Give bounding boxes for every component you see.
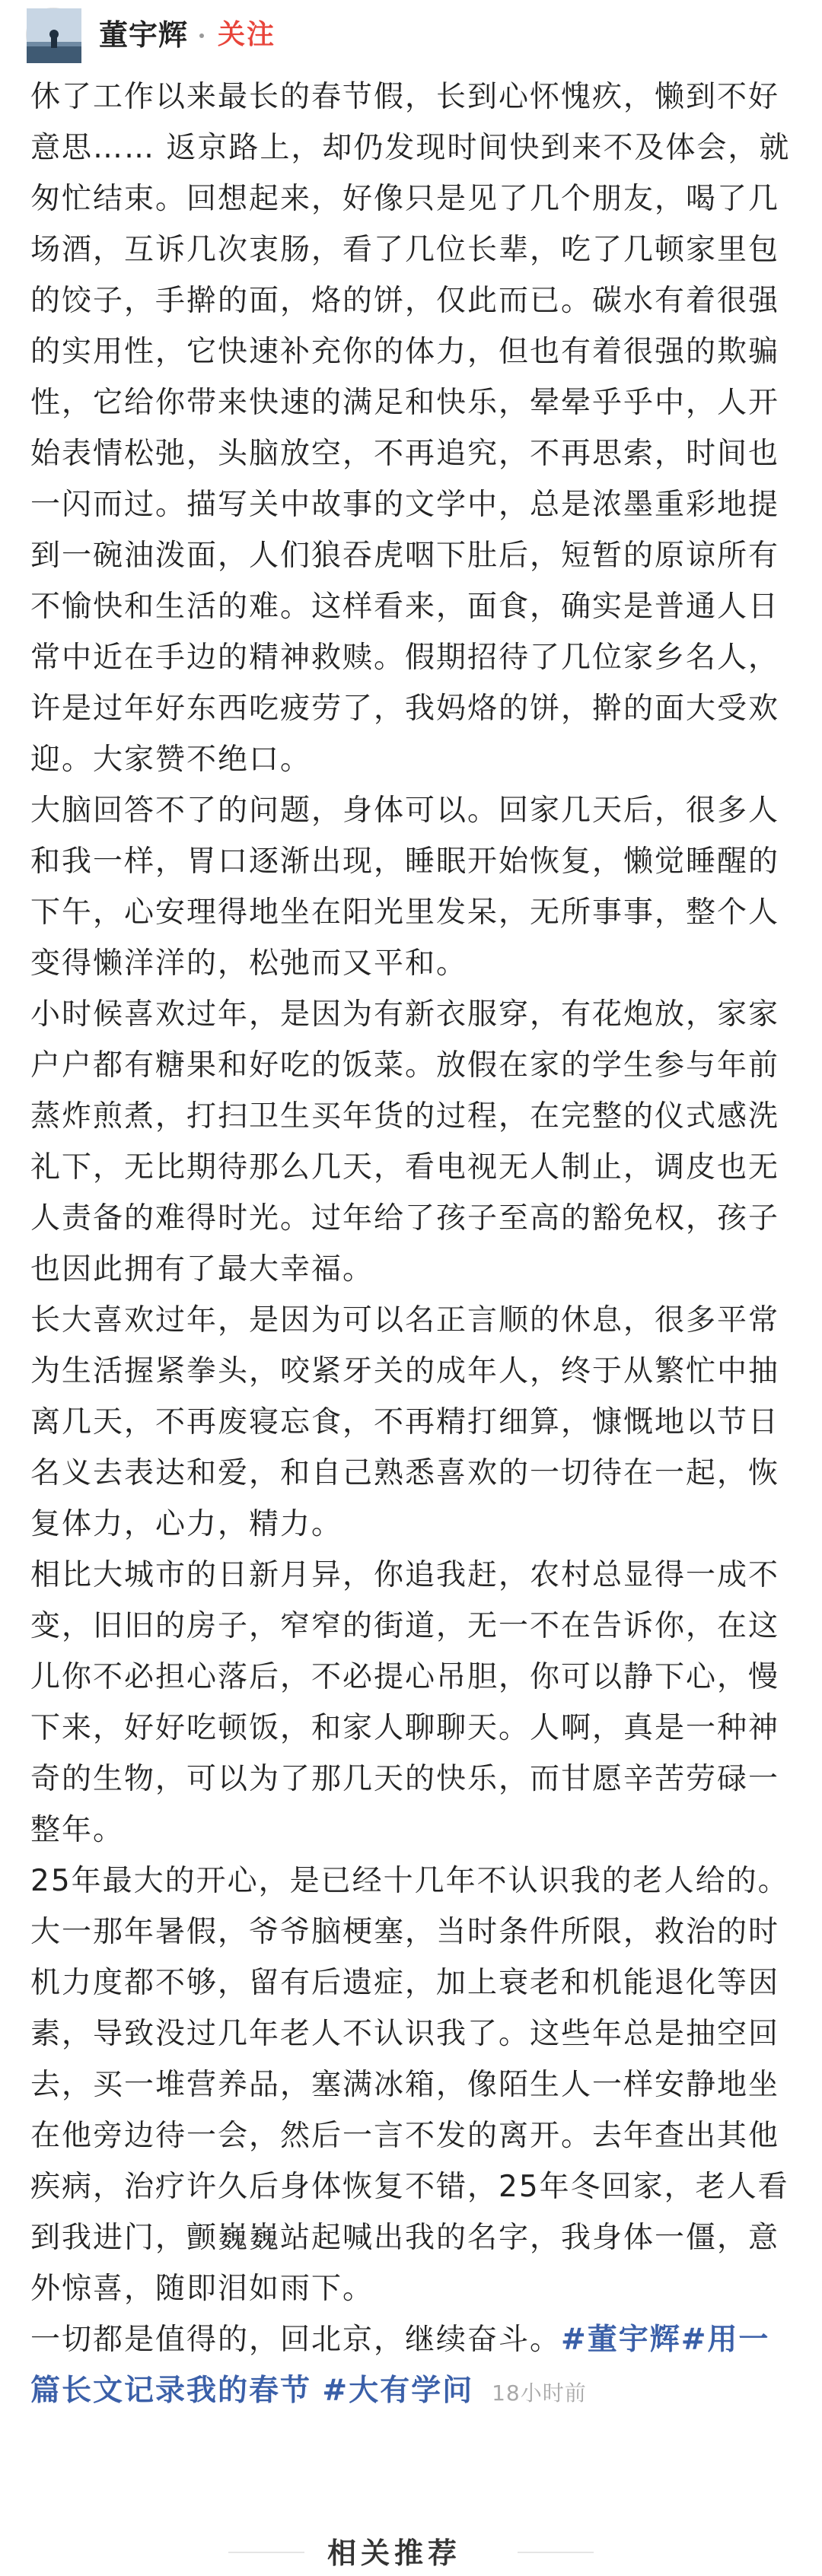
article-paragraph: 25年最大的开心，是已经十几年不认识我的老人给的。大一那年暑假，爷爷脑梗塞，当时条件所限，救治的时机力度都不够，留有后遗症，加上衰老和机能退化等因素，导致没过几年老人不认识我了。这些年总是抽空回去，买一堆营养品，塞满冰箱，像陌生人一样安静地坐在他旁边待一会，然后一言不发的离开。去年查出其他疾病，治疗许久后身体恢复不错，25年冬回家，老人看到我进门，颤巍巍站起喊出我的名字，我身体一僵，意外惊喜，随即泪如雨下。 bbox=[30, 1864, 789, 2306]
article-paragraph: 相比大城市的日新月异，你追我赶，农村总显得一成不变，旧旧的房子，窄窄的街道，无一不在告诉你，在这儿你不必担心落后，不必提心吊胆，你可以静下心，慢下来，好好吃顿饭，和家人聊聊天。人啊，真是一种神奇的生物，可以为了那几天的快乐，而甘愿辛苦劳碌一整年。 bbox=[30, 1558, 780, 1847]
post-timestamp: 18小时前 bbox=[492, 2380, 587, 2406]
hashtag-dayouxuewen[interactable]: #大有学问 bbox=[322, 2374, 474, 2408]
article-paragraph: 大脑回答不了的问题，身体可以。回家几天后，很多人和我一样，胃口逐渐出现，睡眠开始恢复，懒觉睡醒的下午，心安理得地坐在阳光里发呆，无所事事，整个人变得懒洋洋的，松弛而又平和。 bbox=[30, 793, 780, 981]
closing-text: 一切都是值得的，回北京，继续奋斗。 bbox=[30, 2323, 562, 2357]
article-paragraph: 休了工作以来最长的春节假，长到心怀愧疚，懒到不好意思…… 返京路上，却仍发现时间快到来不及体会，就匆忙结束。回想起来，好像只是见了几个朋友，喝了几场酒，互诉几次衷肠，看了几位长辈，吃了几顿家里包的饺子，手擀的面，烙的饼，仅此而已。碳水有着很强的实用性，它快速补充你的体力，但也有着很强的欺骗性，它给你带来快速的满足和快乐，晕晕乎乎中，人开始表情松弛，头脑放空，不再追究，不再思索，时间也一闪而过。描写关中故事的文学中，总是浓墨重彩地提到一碗油泼面，人们狼吞虎咽下肚后，短暂的原谅所有不愉快和生活的难。这样看来，面食，确实是普通人日常中近在手边的精神救赎。假期招待了几位家乡名人，许是过年好东西吃疲劳了，我妈烙的饼，擀的面大受欢迎。大家赞不绝口。 bbox=[30, 80, 791, 777]
avatar[interactable] bbox=[26, 8, 81, 62]
article-paragraph: 小时候喜欢过年，是因为有新衣服穿，有花炮放，家家户户都有糖果和好吃的饭菜。放假在家的学生参与年前蒸炸煎煮，打扫卫生买年货的过程，在完整的仪式感洗礼下，无比期待那么几天，看电视无人制止，调皮也无人责备的难得时光。过年给了孩子至高的豁免权，孩子也因此拥有了最大幸福。 bbox=[30, 997, 780, 1286]
author-name[interactable]: 董宇辉 bbox=[99, 18, 189, 52]
article-closing bbox=[30, 2314, 799, 2419]
avatar-photo-icon bbox=[27, 8, 81, 63]
hashtag-spring-festival[interactable]: 用一篇长文记录我的春节 bbox=[30, 2323, 770, 2408]
post-header bbox=[0, 0, 822, 68]
related-title: 相关推荐 bbox=[327, 2536, 462, 2570]
related-section bbox=[0, 2511, 822, 2570]
follow-button[interactable]: 关注 bbox=[218, 19, 276, 50]
article-paragraph: 长大喜欢过年，是因为可以名正言顺的休息，很多平常为生活握紧拳头，咬紧牙关的成年人，终于从繁忙中抽离几天，不再废寝忘食，不再精打细算，慷慨地以节日名义去表达和爱，和自己熟悉喜欢的一切待在一起，恢复体力，心力，精力。 bbox=[30, 1303, 780, 1541]
hashtag-dongyuhui[interactable]: #董宇辉# bbox=[561, 2323, 708, 2357]
divider-line bbox=[228, 2552, 304, 2553]
article-body bbox=[30, 72, 799, 2419]
separator-dot bbox=[199, 33, 204, 38]
divider-line bbox=[518, 2552, 594, 2553]
